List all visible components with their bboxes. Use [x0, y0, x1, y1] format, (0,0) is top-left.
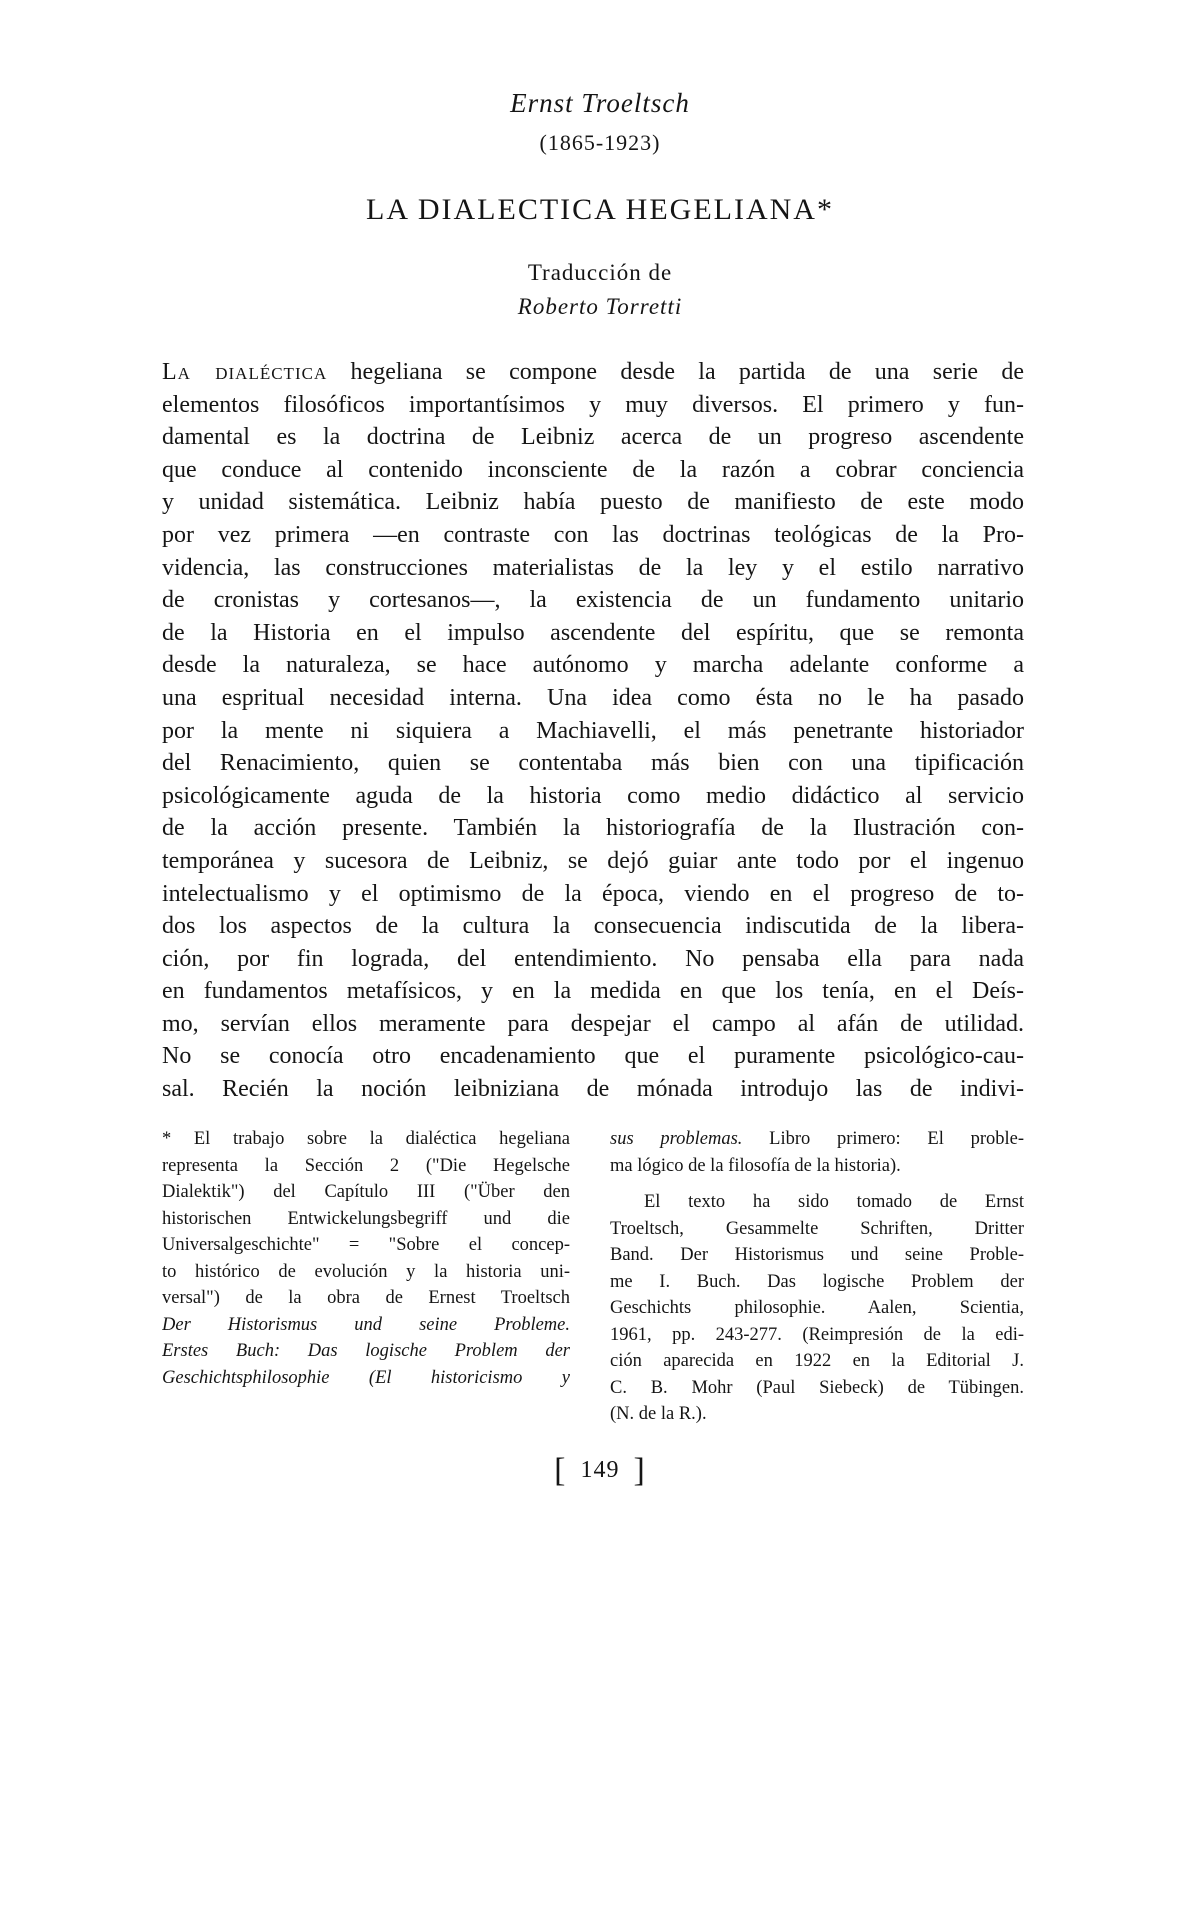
body-line: de cronistas y cortesanos—, la existencia de un fundamento unitario	[162, 587, 1024, 614]
body-line: del Renacimiento, quien se contentaba más bien con una tipificación	[162, 750, 1024, 777]
footnote-text: Libro primero: El proble-	[769, 1129, 1024, 1149]
footnote-left-column	[162, 1126, 570, 1391]
footnote-line: ción aparecida en 1922 en la Editorial J.	[610, 1351, 1024, 1371]
footnote-line: historischen Entwickelungsbegriff und die	[162, 1208, 570, 1229]
footnote-line: Universalgeschichte" = "Sobre el concep-	[162, 1235, 570, 1255]
footnote-line: Geschichtsphilosophie (El historicismo y	[162, 1367, 570, 1388]
body-line: en fundamentos metafísicos, y en la medida en que los tenía, en el Deís-	[162, 978, 1024, 1005]
body-line: psicológicamente aguda de la historia como medio didáctico al servicio	[162, 782, 1024, 809]
footnote-line: El texto ha sido tomado de Ernst	[644, 1192, 1024, 1212]
left-bracket-icon: [	[554, 1452, 567, 1489]
footnote-line: (N. de la R.).	[610, 1404, 707, 1424]
author-dates: (1865-1923)	[539, 130, 661, 155]
footnote-italic: sus problemas.	[610, 1129, 743, 1149]
footnote-line: Erstes Buch: Das logische Problem der	[162, 1341, 570, 1361]
page-number-value: 149	[580, 1457, 620, 1483]
translation-label: Traducción de	[527, 260, 673, 285]
footnote-line: C. B. Mohr (Paul Siebeck) de Tübingen.	[610, 1377, 1024, 1398]
footnote-line: Dialektik") del Capítulo III ("Über den	[162, 1182, 570, 1202]
body-line: intelectualismo y el optimismo de la época, viendo en el progreso de to-	[162, 880, 1024, 907]
footnote-line: representa la Sección 2 ("Die Hegelsche	[162, 1155, 570, 1176]
body-line: sal. Recién la noción leibniziana de mónada introdujo las de indivi-	[162, 1076, 1024, 1103]
footnote-line: Der Historismus und seine Probleme.	[162, 1314, 570, 1335]
body-line: elementos filosóficos importantísimos y muy diversos. El primero y fun-	[162, 391, 1024, 418]
footnote-line: Band. Der Historismus und seine Proble-	[610, 1245, 1024, 1265]
page-number	[0, 1452, 1200, 1490]
right-bracket-icon: ]	[633, 1452, 646, 1489]
body-line: de la Historia en el impulso ascendente del espíritu, que se remonta	[162, 619, 1024, 646]
footnote-line: me I. Buch. Das logische Problem der	[610, 1271, 1024, 1292]
footnote-line: Troeltsch, Gesammelte Schriften, Dritter	[610, 1218, 1024, 1239]
body-line: dos los aspectos de la cultura la consecuencia indiscutida de la libera-	[162, 913, 1024, 940]
body-line: de la acción presente. También la historiografía de la Ilustración con-	[162, 815, 1024, 842]
body-line: por vez primera —en contraste con las doctrinas teológicas de la Pro-	[162, 521, 1024, 548]
translator-name: Roberto Torretti	[517, 294, 683, 319]
footnote-line: * El trabajo sobre la dialéctica hegeliana	[162, 1129, 570, 1149]
footnote-line: ma lógico de la filosofía de la historia).	[610, 1155, 901, 1176]
opening-rest: hegeliana se compone desde la partida de una serie de	[350, 359, 1024, 385]
body-line: una espritual necesidad interna. Una idea como ésta no le ha pasado	[162, 684, 1024, 711]
body-line: desde la naturaleza, se hace autónomo y marcha adelante conforme a	[162, 652, 1024, 679]
body-line: damental es la doctrina de Leibniz acerca de un progreso ascendente	[162, 424, 1024, 451]
footnote-line: versal") de la obra de Ernest Troeltsch	[162, 1288, 570, 1308]
body-line: mo, servían ellos meramente para despejar el campo al afán de utilidad.	[162, 1010, 1024, 1037]
body-text	[162, 356, 1024, 1106]
body-line: temporánea y sucesora de Leibniz, se dejó guiar ante todo por el ingenuo	[162, 847, 1024, 874]
body-line: ción, por fin lograda, del entendimiento. No pensaba ella para nada	[162, 945, 1024, 972]
opening-smallcaps: La dialéctica	[162, 359, 328, 385]
author-name: Ernst Troeltsch	[510, 88, 690, 118]
footnote-right-column	[610, 1126, 1024, 1428]
body-line	[162, 356, 1024, 389]
body-line: por la mente ni siquiera a Machiavelli, el más penetrante historiador	[162, 717, 1024, 744]
body-line: No se conocía otro encadenamiento que el puramente psicológico-cau-	[162, 1043, 1024, 1070]
body-line: videncia, las construcciones materialistas de la ley y el estilo narrativo	[162, 554, 1024, 581]
body-line: que conduce al contenido inconsciente de la razón a cobrar conciencia	[162, 456, 1024, 483]
footnote-line: to histórico de evolución y la historia uni-	[162, 1261, 570, 1282]
footnote-line: 1961, pp. 243-277. (Reimpresión de la edi-	[610, 1324, 1024, 1345]
footnote-line	[610, 1126, 1024, 1153]
body-line: y unidad sistemática. Leibniz había puesto de manifiesto de este modo	[162, 489, 1024, 516]
footnote-line: Geschichts philosophie. Aalen, Scientia,	[610, 1298, 1024, 1318]
page-title: LA DIALECTICA HEGELIANA*	[366, 193, 834, 226]
